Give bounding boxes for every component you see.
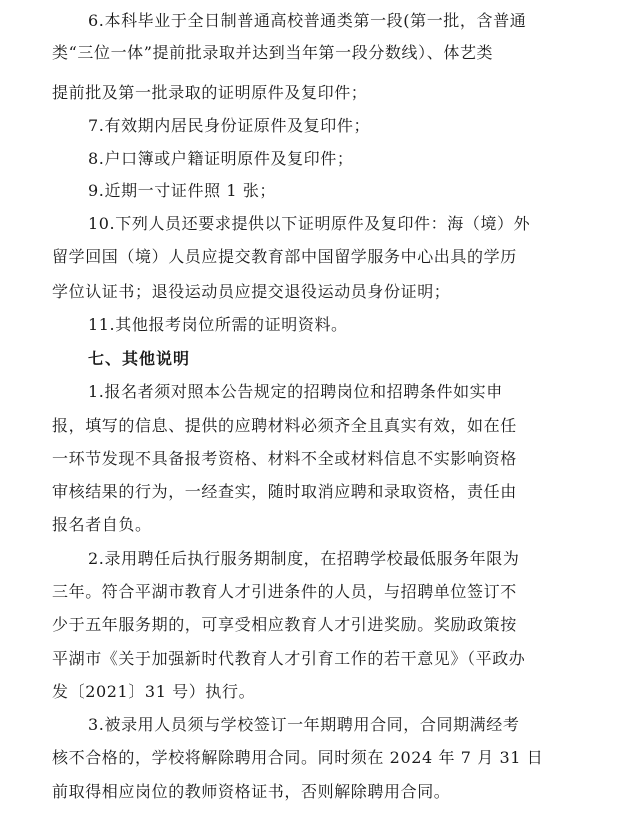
paragraph-line: 核不合格的，学校将解除聘用合同。同时须在 2024 年 7 月 31 日 — [52, 748, 544, 767]
paragraph-line: 报名者自负。 — [52, 515, 152, 534]
paragraph-line: 一环节发现不具备报考资格、材料不全或材料信息不实影响资格 — [52, 449, 517, 468]
paragraph-line: 2.录用聘任后执行服务期制度，在招聘学校最低服务年限为 — [88, 549, 520, 568]
paragraph-line: 平湖市《关于加强新时代教育人才引育工作的若干意见》（平政办 — [52, 649, 526, 668]
paragraph-line: 三年。符合平湖市教育人才引进条件的人员，与招聘单位签订不 — [52, 582, 517, 601]
paragraph-line: 8.户口簿或户籍证明原件及复印件； — [88, 149, 354, 168]
paragraph-line: 9.近期一寸证件照 1 张； — [88, 181, 277, 200]
paragraph-line: 10.下列人员还要求提供以下证明原件及复印件：海（境）外 — [88, 214, 531, 233]
paragraph-line: 7.有效期内居民身份证原件及复印件； — [88, 116, 371, 135]
paragraph-line: 11.其他报考岗位所需的证明资料。 — [88, 315, 348, 334]
paragraph-line: 发〔2021〕31 号）执行。 — [52, 682, 256, 701]
paragraph-line: 6.本科毕业于全日制普通高校普通类第一段(第一批，含普通 — [88, 11, 527, 30]
paragraph-line: 少于五年服务期的，可享受相应教育人才引进奖励。奖励政策按 — [52, 615, 517, 634]
paragraph-line: 1.报名者须对照本公告规定的招聘岗位和招聘条件如实申 — [88, 382, 503, 401]
paragraph-line: 前取得相应岗位的教师资格证书，否则解除聘用合同。 — [52, 782, 451, 801]
paragraph-line: 类“三位一体”提前批录取并达到当年第一段分数线）、体艺类 — [52, 43, 494, 62]
paragraph-line: 留学回国（境）人员应提交教育部中国留学服务中心出具的学历 — [52, 247, 517, 266]
paragraph-line: 3.被录用人员须与学校签订一年期聘用合同，合同期满经考 — [88, 715, 520, 734]
paragraph-line: 学位认证书；退役运动员应提交退役运动员身份证明； — [52, 282, 451, 301]
paragraph-line: 审核结果的行为，一经查实，随时取消应聘和录取资格，责任由 — [52, 482, 517, 501]
section-heading: 七、其他说明 — [88, 349, 191, 368]
paragraph-line: 提前批及第一批录取的证明原件及复印件； — [52, 83, 368, 102]
paragraph-line: 报，填写的信息、提供的应聘材料必须齐全且真实有效，如在任 — [52, 416, 517, 435]
